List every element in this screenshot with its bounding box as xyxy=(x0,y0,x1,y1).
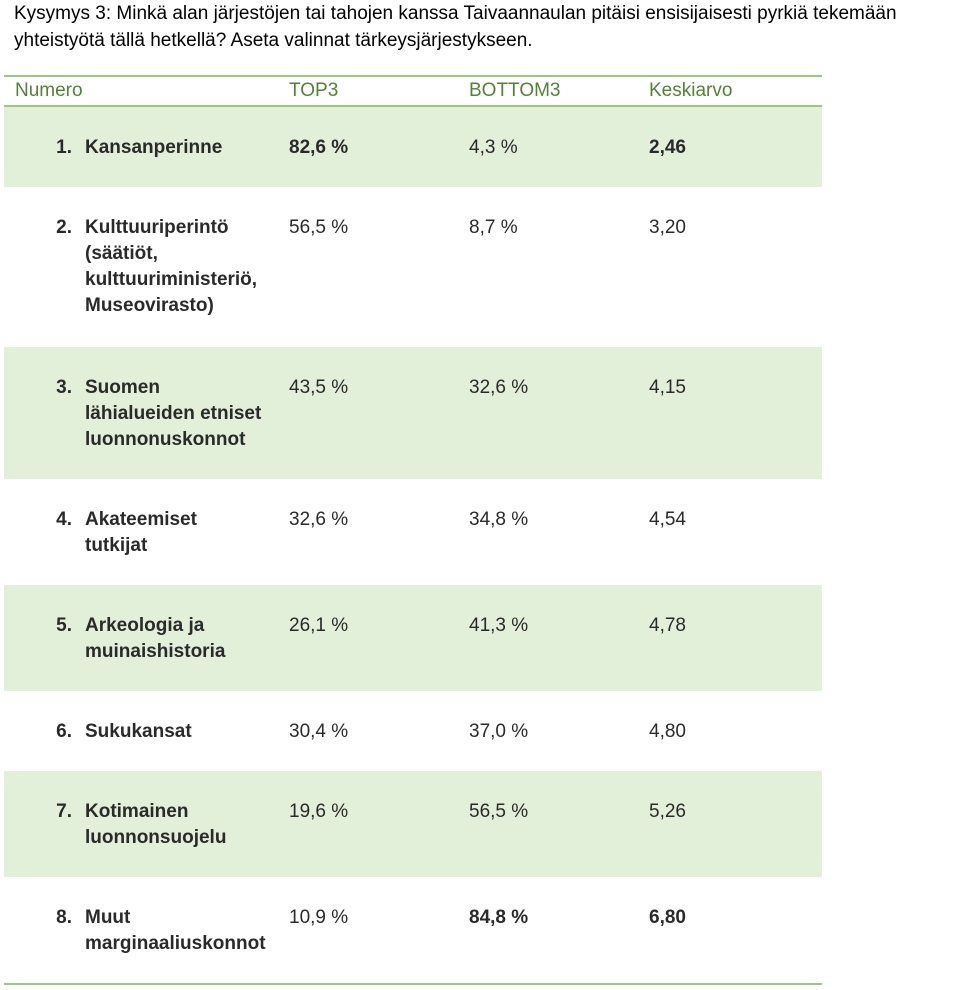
table-row xyxy=(4,479,822,585)
row-number: 7. xyxy=(56,801,72,822)
row-number: 4. xyxy=(56,509,72,530)
header-numero: Numero xyxy=(15,80,83,101)
row-name-line: Kulttuuriperintö xyxy=(85,217,229,238)
row-top3: 26,1 % xyxy=(289,615,349,636)
row-name xyxy=(85,215,280,319)
row-top3: 30,4 % xyxy=(289,721,349,742)
row-top3: 43,5 % xyxy=(289,377,349,398)
row-top3: 56,5 % xyxy=(289,217,349,238)
table-row xyxy=(4,585,822,691)
row-number: 6. xyxy=(56,721,72,742)
row-name xyxy=(85,375,280,453)
table-row xyxy=(4,187,822,347)
row-average: 4,54 xyxy=(649,509,686,530)
row-average: 5,26 xyxy=(649,801,686,822)
row-number: 8. xyxy=(56,907,72,928)
row-name-line: Muut xyxy=(85,907,131,928)
row-number: 1. xyxy=(56,137,72,158)
row-bottom3: 8,7 % xyxy=(469,217,518,238)
row-name-line: lähialueiden etniset xyxy=(85,403,262,424)
row-name xyxy=(85,799,280,851)
row-bottom3: 41,3 % xyxy=(469,615,529,636)
row-average: 2,46 xyxy=(649,137,686,158)
row-top3: 10,9 % xyxy=(289,907,349,928)
table-header xyxy=(4,75,822,107)
row-average: 4,80 xyxy=(649,721,686,742)
table-row xyxy=(4,771,822,877)
row-name-line: marginaaliuskonnot xyxy=(85,933,266,954)
row-top3: 32,6 % xyxy=(289,509,349,530)
table-row xyxy=(4,877,822,983)
row-name-line: Akateemiset xyxy=(85,509,197,530)
row-name-line: muinaishistoria xyxy=(85,641,226,662)
row-name xyxy=(85,507,280,559)
header-keskiarvo: Keskiarvo xyxy=(649,80,733,101)
row-name-line: Arkeologia ja xyxy=(85,615,205,636)
row-name-line: kulttuuriministeriö, xyxy=(85,269,258,290)
row-number: 5. xyxy=(56,615,72,636)
row-top3: 19,6 % xyxy=(289,801,349,822)
table-row xyxy=(4,107,822,187)
header-top3: TOP3 xyxy=(289,80,339,101)
row-name xyxy=(85,905,280,957)
row-name-line: tutkijat xyxy=(85,535,148,556)
row-name-line: Kotimainen xyxy=(85,801,189,822)
header-bottom3: BOTTOM3 xyxy=(469,80,561,101)
row-bottom3: 56,5 % xyxy=(469,801,529,822)
row-bottom3: 37,0 % xyxy=(469,721,529,742)
row-name xyxy=(85,719,280,745)
row-bottom3: 32,6 % xyxy=(469,377,529,398)
row-name xyxy=(85,135,280,161)
question-line-1: Kysymys 3: Minkä alan järjestöjen tai tahojen kanssa Taivaannaulan pitäisi ensisijaisesti pyrkiä tekemään xyxy=(14,3,897,24)
row-bottom3: 4,3 % xyxy=(469,137,518,158)
row-name-line: luonnonsuojelu xyxy=(85,827,227,848)
row-name-line: Sukukansat xyxy=(85,721,192,742)
row-name-line: (säätiöt, xyxy=(85,243,158,264)
row-average: 3,20 xyxy=(649,217,686,238)
results-table xyxy=(4,75,822,983)
row-bottom3: 84,8 % xyxy=(469,907,529,928)
row-average: 4,78 xyxy=(649,615,686,636)
row-average: 4,15 xyxy=(649,377,686,398)
row-name xyxy=(85,613,280,665)
row-average: 6,80 xyxy=(649,907,686,928)
question-text xyxy=(14,0,960,54)
table-row xyxy=(4,691,822,771)
row-bottom3: 34,8 % xyxy=(469,509,529,530)
row-number: 3. xyxy=(56,377,72,398)
row-number: 2. xyxy=(56,217,72,238)
row-name-line: Kansanperinne xyxy=(85,137,223,158)
row-name-line: Museovirasto) xyxy=(85,295,214,316)
table-row xyxy=(4,347,822,479)
row-name-line: luonnonuskonnot xyxy=(85,429,246,450)
question-line-2: yhteistyötä tällä hetkellä? Aseta valinnat tärkeysjärjestykseen. xyxy=(14,30,533,51)
table-bottom-rule xyxy=(4,983,822,985)
row-name-line: Suomen xyxy=(85,377,160,398)
row-top3: 82,6 % xyxy=(289,137,349,158)
